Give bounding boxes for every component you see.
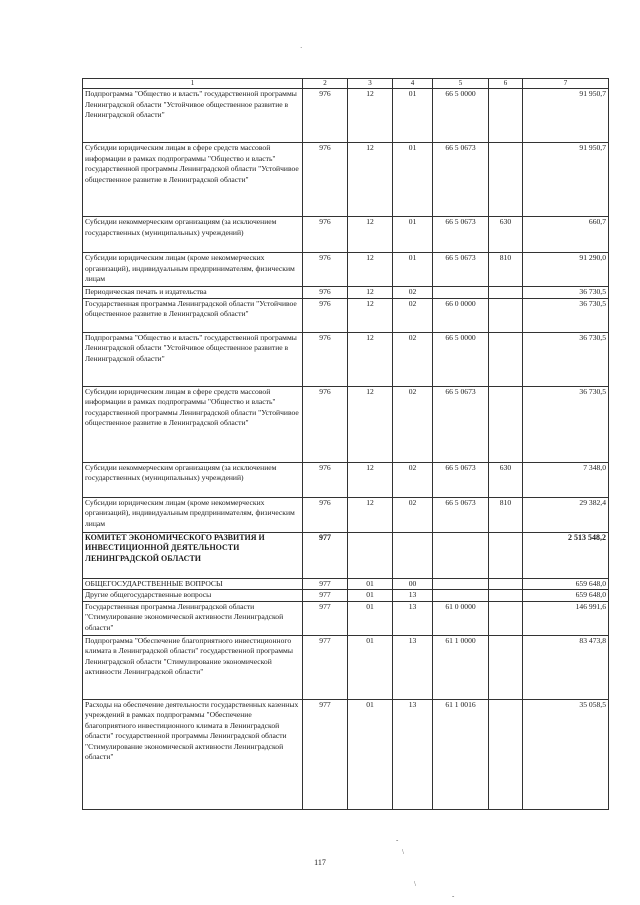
row-cell-col4: 01: [393, 143, 433, 217]
row-cell-col7: 91 950,7: [523, 89, 609, 143]
row-cell-col7: 91 950,7: [523, 143, 609, 217]
row-cell-col6: [489, 386, 523, 462]
scan-mark: -: [452, 892, 455, 900]
row-cell-col2: 976: [303, 386, 348, 462]
row-cell-col7: 660,7: [523, 217, 609, 253]
page-number: 117: [314, 858, 326, 867]
row-cell-col4: 13: [393, 635, 433, 699]
row-cell-col4: 13: [393, 601, 433, 635]
row-cell-col5: 66 5 0673: [433, 143, 489, 217]
row-name-cell: Подпрограмма "Общество и власть" государственной программы Ленинградской области "Устойчивое общественное развитие в Ленинградской области": [83, 89, 303, 143]
row-cell-col2: 976: [303, 217, 348, 253]
row-cell-col3: 12: [348, 332, 393, 386]
column-header-5: 5: [433, 79, 489, 89]
table-row: [83, 332, 609, 386]
row-cell-col2: 977: [303, 590, 348, 602]
row-name-cell: Государственная программа Ленинградской области "Стимулирование экономической активности Ленинградской области": [83, 601, 303, 635]
row-cell-col4: 13: [393, 590, 433, 602]
column-header-6: 6: [489, 79, 523, 89]
row-name-cell: Субсидии некоммерческим организациям (за исключением государственных (муниципальных) учреждений): [83, 217, 303, 253]
row-cell-col3: 12: [348, 386, 393, 462]
row-cell-col2: 976: [303, 143, 348, 217]
table-row: [83, 89, 609, 143]
row-name-cell: Субсидии юридическим лицам (кроме некоммерческих организаций), индивидуальным предпринимателям, физическим лицам: [83, 253, 303, 287]
row-cell-col7: 36 730,5: [523, 386, 609, 462]
row-name-cell: Субсидии юридическим лицам (кроме некоммерческих организаций), индивидуальным предпринимателям, физическим лицам: [83, 497, 303, 532]
column-header-3: 3: [348, 79, 393, 89]
row-cell-col4: 02: [393, 332, 433, 386]
row-cell-col4: 02: [393, 298, 433, 332]
row-cell-col3: 12: [348, 253, 393, 287]
row-cell-col7: 35 058,5: [523, 699, 609, 809]
row-cell-col6: [489, 298, 523, 332]
row-cell-col3: 01: [348, 635, 393, 699]
row-cell-col6: [489, 699, 523, 809]
scan-mark: \: [414, 880, 416, 888]
row-name-cell: Подпрограмма "Обеспечение благоприятного инвестиционного климата в Ленинградской области" государственной программы Ленинградской области "Стимулирование экономической активности Ленинградской области": [83, 635, 303, 699]
scan-mark: ·: [300, 44, 303, 52]
row-name-cell: Субсидии юридическим лицам в сфере средств массовой информации в рамках подпрограммы "Общество и власть" государственной программы Ленинградской области "Устойчивое общественное развитие в Ленинградской области": [83, 143, 303, 217]
row-cell-col3: 01: [348, 699, 393, 809]
table-row: [83, 143, 609, 217]
table-row: [83, 287, 609, 299]
row-cell-col5: [433, 532, 489, 578]
row-cell-col3: 12: [348, 497, 393, 532]
table-row: [83, 253, 609, 287]
row-cell-col3: 12: [348, 298, 393, 332]
row-cell-col7: 2 513 548,2: [523, 532, 609, 578]
table-row: [83, 578, 609, 590]
budget-table: [82, 78, 609, 810]
row-cell-col5: 66 5 0673: [433, 253, 489, 287]
table-body: [83, 89, 609, 810]
row-name-cell: Субсидии юридическим лицам в сфере средств массовой информации в рамках подпрограммы "Общество и власть" государственной программы Ленинградской области "Устойчивое общественное развитие в Ленинградской области": [83, 386, 303, 462]
row-cell-col5: 66 5 0000: [433, 332, 489, 386]
table-row: [83, 532, 609, 578]
row-cell-col3: 12: [348, 89, 393, 143]
table-row: [83, 635, 609, 699]
row-cell-col6: 630: [489, 462, 523, 497]
row-cell-col2: 977: [303, 532, 348, 578]
column-header-2: 2: [303, 79, 348, 89]
row-cell-col4: [393, 532, 433, 578]
row-cell-col2: 976: [303, 462, 348, 497]
row-cell-col3: 01: [348, 578, 393, 590]
row-cell-col5: 61 1 0000: [433, 635, 489, 699]
row-cell-col6: 630: [489, 217, 523, 253]
row-cell-col2: 977: [303, 635, 348, 699]
row-cell-col4: 13: [393, 699, 433, 809]
table-row: [83, 601, 609, 635]
row-cell-col7: 7 348,0: [523, 462, 609, 497]
scan-mark: -: [396, 836, 399, 844]
row-cell-col6: [489, 590, 523, 602]
row-cell-col3: 01: [348, 601, 393, 635]
row-name-cell: КОМИТЕТ ЭКОНОМИЧЕСКОГО РАЗВИТИЯ И ИНВЕСТИЦИОННОЙ ДЕЯТЕЛЬНОСТИ ЛЕНИНГРАДСКОЙ ОБЛАСТИ: [83, 532, 303, 578]
row-cell-col5: 66 5 0673: [433, 462, 489, 497]
row-cell-col2: 976: [303, 497, 348, 532]
table-row: [83, 699, 609, 809]
row-cell-col6: 810: [489, 497, 523, 532]
row-cell-col5: [433, 578, 489, 590]
row-cell-col5: 61 0 0000: [433, 601, 489, 635]
column-header-7: 7: [523, 79, 609, 89]
row-cell-col2: 976: [303, 89, 348, 143]
row-cell-col7: 36 730,5: [523, 298, 609, 332]
row-cell-col7: 29 382,4: [523, 497, 609, 532]
row-name-cell: Субсидии некоммерческим организациям (за исключением государственных (муниципальных) учреждений): [83, 462, 303, 497]
row-cell-col6: [489, 635, 523, 699]
row-cell-col7: 146 991,6: [523, 601, 609, 635]
row-name-cell: Другие общегосударственные вопросы: [83, 590, 303, 602]
row-cell-col6: [489, 287, 523, 299]
row-cell-col4: 01: [393, 253, 433, 287]
row-cell-col6: [489, 532, 523, 578]
row-cell-col5: 66 0 0000: [433, 298, 489, 332]
row-cell-col3: 12: [348, 462, 393, 497]
row-cell-col5: [433, 287, 489, 299]
row-cell-col7: 36 730,5: [523, 332, 609, 386]
row-name-cell: Расходы на обеспечение деятельности государственных казенных учреждений в рамках подпрограммы "Обеспечение благоприятного инвестиционного климата в Ленинградской области" государственной программы Ленинградской области "Стимулирование экономической активности Ленинградской области": [83, 699, 303, 809]
row-cell-col4: 02: [393, 287, 433, 299]
row-cell-col2: 976: [303, 287, 348, 299]
scan-mark: \: [402, 848, 404, 856]
row-cell-col2: 977: [303, 578, 348, 590]
row-cell-col6: [489, 89, 523, 143]
row-cell-col3: [348, 532, 393, 578]
table-row: [83, 298, 609, 332]
table-row: [83, 497, 609, 532]
row-cell-col3: 12: [348, 143, 393, 217]
row-cell-col4: 02: [393, 462, 433, 497]
row-cell-col4: 00: [393, 578, 433, 590]
row-cell-col2: 976: [303, 253, 348, 287]
row-cell-col4: 01: [393, 89, 433, 143]
row-cell-col3: 01: [348, 590, 393, 602]
row-cell-col6: 810: [489, 253, 523, 287]
row-cell-col5: 66 5 0000: [433, 89, 489, 143]
row-name-cell: Подпрограмма "Общество и власть" государственной программы Ленинградской области "Устойчивое общественное развитие в Ленинградской области": [83, 332, 303, 386]
row-cell-col2: 977: [303, 699, 348, 809]
row-cell-col7: 91 290,0: [523, 253, 609, 287]
row-name-cell: Периодическая печать и издательства: [83, 287, 303, 299]
row-cell-col7: 659 648,0: [523, 590, 609, 602]
row-cell-col4: 01: [393, 217, 433, 253]
row-cell-col4: 02: [393, 386, 433, 462]
row-cell-col5: 66 5 0673: [433, 497, 489, 532]
table-row: [83, 590, 609, 602]
row-cell-col7: 659 648,0: [523, 578, 609, 590]
row-cell-col5: [433, 590, 489, 602]
row-cell-col3: 12: [348, 287, 393, 299]
row-cell-col6: [489, 143, 523, 217]
row-cell-col2: 976: [303, 332, 348, 386]
column-header-4: 4: [393, 79, 433, 89]
row-cell-col7: 36 730,5: [523, 287, 609, 299]
row-cell-col4: 02: [393, 497, 433, 532]
row-cell-col5: 61 1 0016: [433, 699, 489, 809]
table-row: [83, 217, 609, 253]
row-cell-col2: 977: [303, 601, 348, 635]
table-row: [83, 386, 609, 462]
row-cell-col7: 83 473,8: [523, 635, 609, 699]
row-cell-col6: [489, 601, 523, 635]
column-header-1: 1: [83, 79, 303, 89]
table-header-row: [83, 79, 609, 89]
row-cell-col6: [489, 332, 523, 386]
row-cell-col5: 66 5 0673: [433, 386, 489, 462]
row-cell-col3: 12: [348, 217, 393, 253]
row-name-cell: Государственная программа Ленинградской области "Устойчивое общественное развитие в Ленинградской области": [83, 298, 303, 332]
row-cell-col5: 66 5 0673: [433, 217, 489, 253]
row-cell-col6: [489, 578, 523, 590]
table-row: [83, 462, 609, 497]
row-cell-col2: 976: [303, 298, 348, 332]
row-name-cell: ОБЩЕГОСУДАРСТВЕННЫЕ ВОПРОСЫ: [83, 578, 303, 590]
